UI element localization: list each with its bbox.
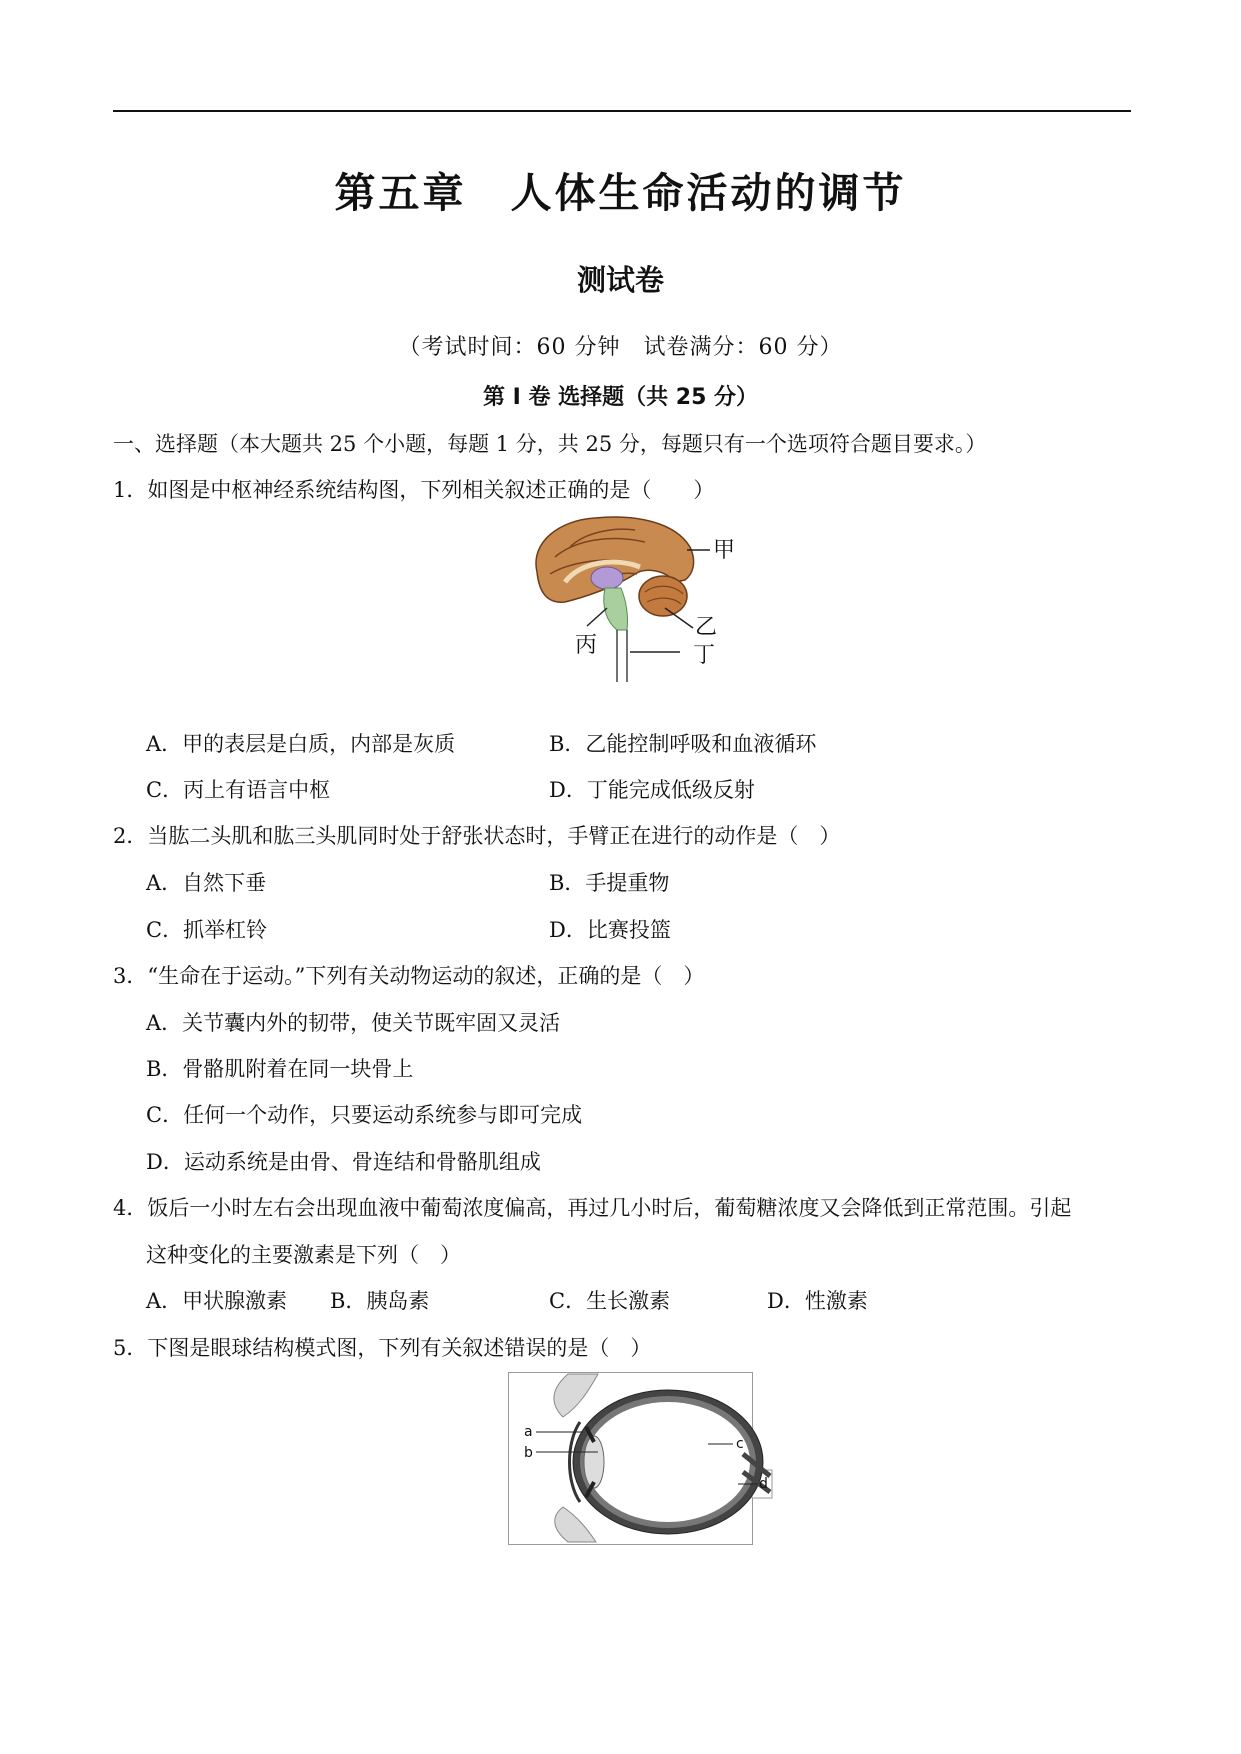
- brain-figure: [525, 512, 736, 687]
- q4-option-d: D．性激素: [767, 1289, 868, 1313]
- q1-option-d: D．丁能完成低级反射: [549, 778, 755, 802]
- q4-option-c: C．生长激素: [549, 1289, 671, 1313]
- question-4-stem-line2: 这种变化的主要激素是下列（ ）: [146, 1243, 461, 1267]
- header-rule: [113, 110, 1131, 112]
- label-yi: 乙: [695, 615, 718, 640]
- q1-option-c: C．丙上有语言中枢: [146, 778, 331, 802]
- q4-option-b: B．胰岛素: [330, 1289, 430, 1313]
- q1-option-b: B．乙能控制呼吸和血液循环: [549, 732, 817, 756]
- question-5-stem: 5．下图是眼球结构模式图，下列有关叙述错误的是（ ）: [113, 1336, 652, 1360]
- q2-option-d: D．比赛投篮: [549, 918, 671, 942]
- page-subtitle: 测试卷: [576, 263, 664, 297]
- label-ding: 丁: [693, 643, 716, 668]
- question-3-stem: 3．“生命在于运动。”下列有关动物运动的叙述，正确的是（ ）: [113, 964, 705, 988]
- eyeball-figure: [508, 1372, 773, 1547]
- exam-info: （考试时间：60 分钟 试卷满分：60 分）: [398, 335, 843, 360]
- q3-option-a: A．关节囊内外的韧带，使关节既牢固又灵活: [146, 1011, 561, 1035]
- q3-option-b: B．骨骼肌附着在同一块骨上: [146, 1057, 414, 1081]
- question-2-stem: 2．当肱二头肌和肱三头肌同时处于舒张状态时，手臂正在进行的动作是（ ）: [113, 824, 841, 848]
- label-jia: 甲: [713, 538, 736, 563]
- q1-option-a: A．甲的表层是白质，内部是灰质: [146, 732, 456, 756]
- label-bing: 丙: [575, 633, 598, 658]
- q2-option-c: C．抓举杠铃: [146, 918, 268, 942]
- q4-option-a: A．甲状腺激素: [146, 1289, 288, 1313]
- q3-option-c: C．任何一个动作，只要运动系统参与即可完成: [146, 1103, 583, 1127]
- question-1-stem: 1．如图是中枢神经系统结构图，下列相关叙述正确的是（ ）: [113, 478, 715, 502]
- section-title: 第 I 卷 选择题（共 25 分）: [482, 385, 759, 410]
- q3-option-d: D．运动系统是由骨、骨连结和骨骼肌组成: [146, 1150, 541, 1174]
- q2-option-b: B．手提重物: [549, 871, 670, 895]
- label-b: b: [524, 1445, 533, 1461]
- label-a: a: [524, 1424, 533, 1440]
- q2-option-a: A．自然下垂: [146, 871, 267, 895]
- page-title: 第五章 人体生命活动的调节: [334, 169, 907, 217]
- label-c: c: [736, 1436, 744, 1452]
- instructions: 一、选择题（本大题共 25 个小题，每题 1 分，共 25 分，每题只有一个选项符合题目要求。）: [113, 432, 987, 456]
- question-4-stem: 4．饭后一小时左右会出现血液中葡萄浓度偏高，再过几小时后，葡萄糖浓度又会降低到正常范围。引起: [113, 1196, 1072, 1220]
- label-d: d: [759, 1476, 768, 1492]
